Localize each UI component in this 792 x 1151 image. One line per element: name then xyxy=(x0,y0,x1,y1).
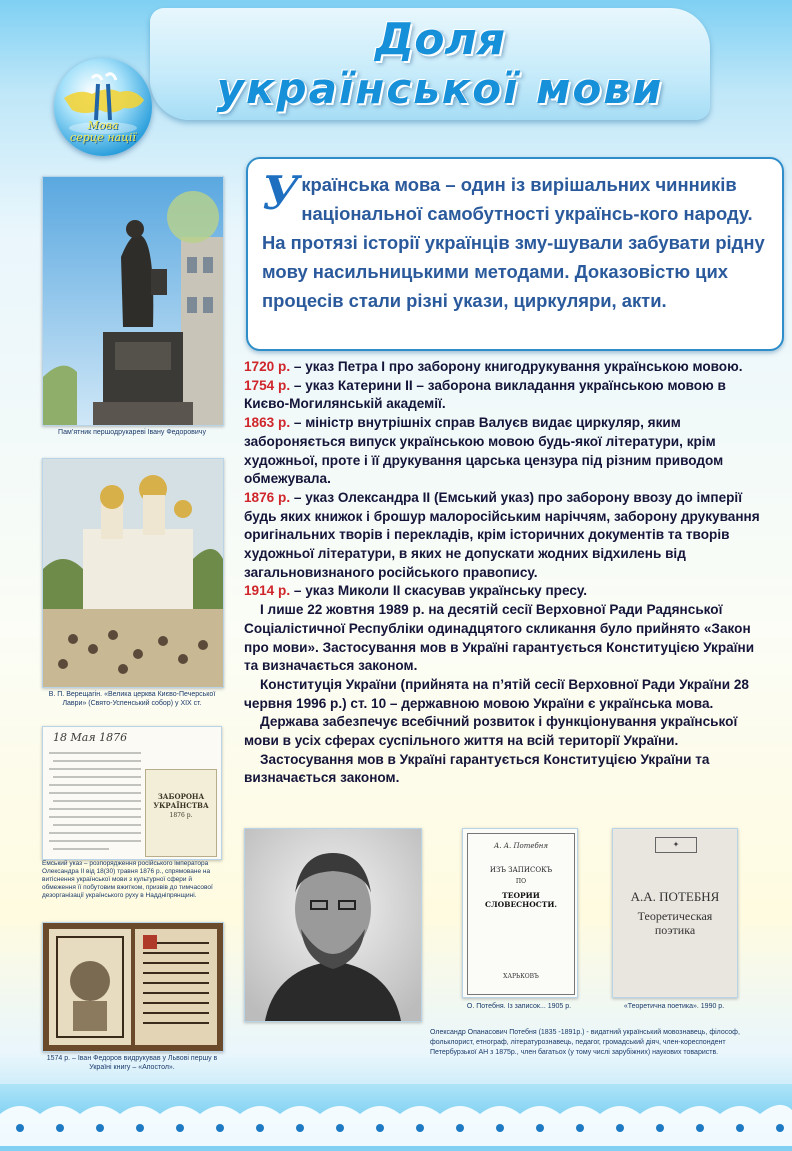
book-teoretychna-poetyka xyxy=(612,828,738,998)
potebnia-caption: Олександр Опанасович Потебня (1835 -1891р.) - видатний український мовознавець, філософ, фольклорист, етнограф, літературознавець, педагог, громадський діяч, член-кореспондент Петербурзької АН з 1875р., член багатьох (у тому числі зарубіжних) наукових товариств. xyxy=(430,1029,740,1056)
decree-date: 18 Мая 1876 xyxy=(53,731,128,744)
event-text: – міністр внутрішніх справ Валуєв видає циркуляр, яким забороняється випуск українською мовою будь-якої літератури, крім художньої, проте і її друкування царська цензура під різним приводом обмежувала. xyxy=(244,415,724,487)
event-text: – указ Олександра II (Емський указ) про заборону ввозу до імперії будь яких книжок і брошур малоросійським наріччям, заборону друкування оригінальних творів і перекладів, крім історичних документів та творів художньої літератури, в яких не допускати жодних відхилень від загальновизнаного російського правопису. xyxy=(244,489,760,580)
usage-paragraph: Застосування мов в Україні гарантується Конституцією України та визначається законом. xyxy=(244,751,710,786)
book1-publisher: ХАРЬКОВЪ xyxy=(503,973,539,980)
book2-title: Теоретическая поэтика xyxy=(637,909,713,937)
ems-decree-document xyxy=(42,726,222,860)
event-text: – указ Петра I про заборону книгодрукування українською мовою. xyxy=(290,359,743,374)
law-paragraph: І лише 22 жовтня 1989 р. на десятій сесії Верховної Ради Радянської Соціалістичної Республіки одинадцятого скликання було прийнято «Закон про мови». Застосування мов в Україні гарантується Конституцією України та визначається законом. xyxy=(244,602,755,674)
constitution-paragraph: Конституція України (прийнята на п’ятій сесії Верховної Ради України 28 червня 1996 р.) ст. 10 – державною мовою України є українська мова. xyxy=(244,676,749,711)
book1-caption: О. Потебня. Із записок... 1905 р. xyxy=(466,1003,572,1010)
event-year: 1754 р. xyxy=(244,377,291,393)
event-item xyxy=(244,358,760,377)
state-paragraph: Держава забезпечує всебічний розвиток і функціонування української мови в усіх сферах суспільного життя на всій території України. xyxy=(244,714,738,749)
book1-line2: ПО xyxy=(515,878,527,885)
booklet-cover xyxy=(145,769,217,857)
apostol-book-photo xyxy=(42,922,224,1052)
event-text: – указ Миколи II скасував українську пресу. xyxy=(290,583,588,599)
lavra-painting xyxy=(42,458,224,688)
event-item xyxy=(244,582,760,601)
book-izzapisok xyxy=(462,828,578,998)
booklet-title: ЗАБОРОНА УКРАЇНСТВА xyxy=(153,792,209,810)
ems-decree-caption: Емський указ – розпорядження російського імператора Олександра II від 18(30) травня 1876 р., спрямоване на витіснення української мови з культурної сфери й обмеження її побутовим вжитком, призвів до тимчасової дезорганізації українського руху в Наддніпрянщині. xyxy=(42,860,213,899)
intro-text xyxy=(262,166,772,315)
event-year: 1720 р. xyxy=(244,359,291,374)
page-title-line2: української мови xyxy=(216,64,664,113)
book2-caption: «Теоретична поетика». 1990 р. xyxy=(623,1003,725,1010)
logo-slogan-line1: Мова xyxy=(87,119,119,132)
main-text xyxy=(244,358,760,788)
booklet-year: 1876 р. xyxy=(169,812,193,819)
monument-caption: Пам’ятник першодрукареві Івану Федоровичу xyxy=(58,429,206,436)
publisher-mark: ✦ xyxy=(655,837,697,853)
apostol-caption: 1574 р. – Іван Федоров видрукував у Львові першу в Україні книгу – «Апостол». xyxy=(46,1055,218,1071)
page-title-line1: Доля xyxy=(375,14,505,65)
intro-body: країнська мова – один із вирішальних чинників національної самобутності українсь-кого народу. На протязі історії українців зму-шували забувати рідну мову насильницькими методами. Доказовістю цих процесів стали різні укази, циркуляри, акти. xyxy=(262,174,765,311)
book1-author: А. А. Потебня xyxy=(493,842,549,850)
event-item xyxy=(244,414,760,489)
intro-dropcap: У xyxy=(262,166,300,220)
event-item xyxy=(244,377,760,414)
potebnia-portrait xyxy=(244,828,422,1022)
event-year: 1876 р. xyxy=(244,489,291,505)
painting-caption: В. П. Верещагін. «Велика церква Києво-Печерської Лаври» (Свято-Успенський собор) у XIX ст. xyxy=(48,691,216,707)
event-item xyxy=(244,489,760,583)
event-year: 1863 р. xyxy=(244,415,291,431)
book2-author: А.А. ПОТЕБНЯ xyxy=(630,889,720,904)
book1-line3: ТЕОРИИ СЛОВЕСНОСТИ. xyxy=(484,891,558,909)
event-text: – указ Катерини II – заборона викладання українською мовою в Києво-Могилянській академії. xyxy=(244,377,726,412)
monument-photo xyxy=(42,176,224,426)
book1-line1: ИЗЪ ЗАПИСОКЪ xyxy=(489,866,553,874)
logo-slogan-line2: серце нації xyxy=(70,131,136,144)
bottom-ornament xyxy=(0,1084,792,1146)
event-year: 1914 р. xyxy=(244,583,291,599)
